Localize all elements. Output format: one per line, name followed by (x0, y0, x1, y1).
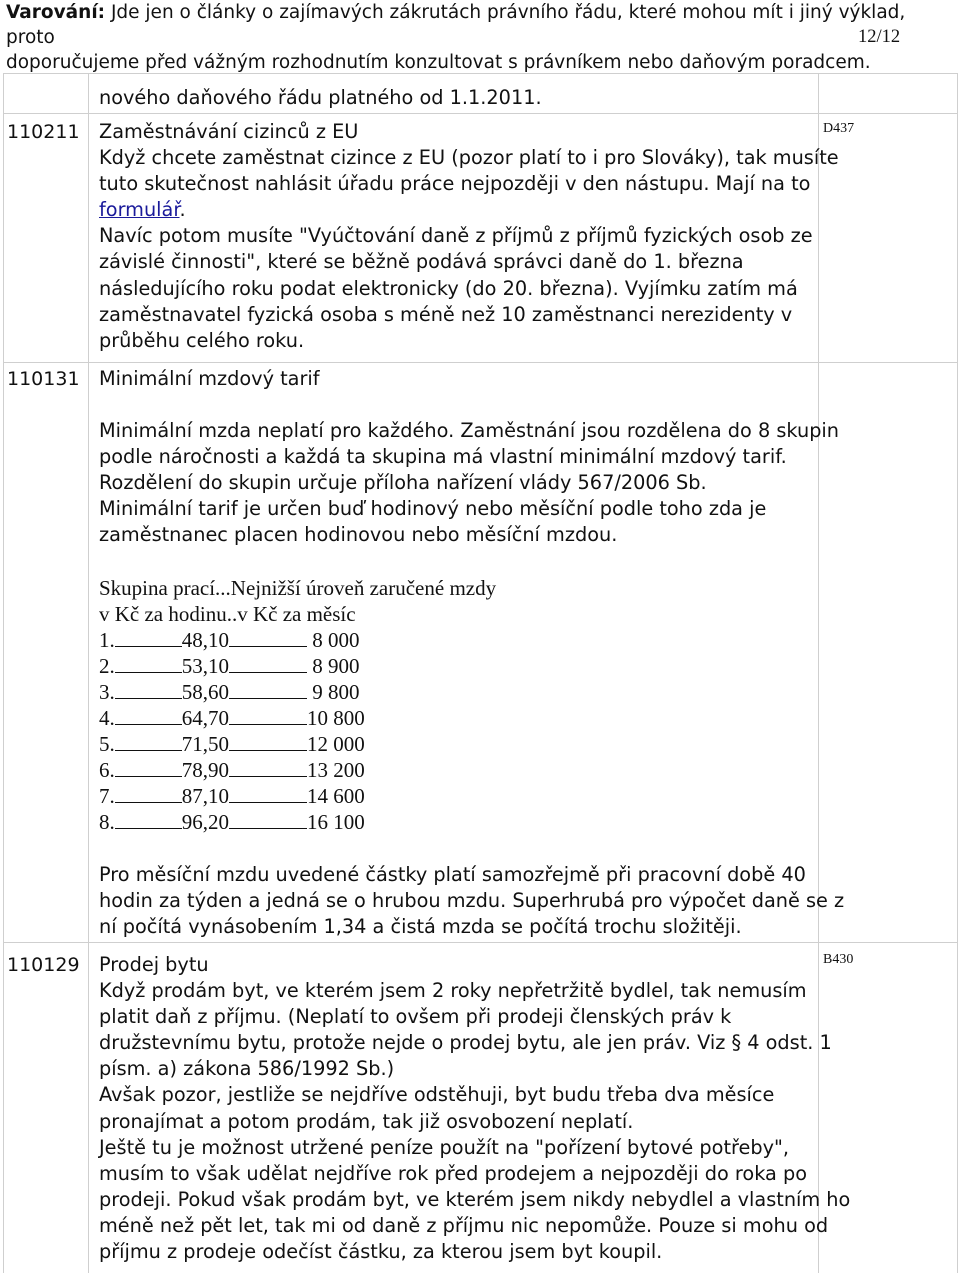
wage-row (99, 783, 819, 809)
table-right-border (957, 73, 958, 1273)
wage-monthly: 8 900 (307, 654, 360, 678)
wage-rows (99, 627, 819, 835)
fill-line (229, 706, 307, 725)
page-number: 12/12 (858, 27, 901, 47)
paragraph-line: pronajímat a potom prodám, tak již osvobození neplatí. (99, 1109, 634, 1133)
fill-line (229, 732, 307, 751)
paragraph-line: platit daň z příjmu. (Neplatí to ovšem při prodeji členských práv k (99, 1005, 732, 1029)
wage-row (99, 653, 819, 679)
wage-hourly: 87,10 (181, 784, 229, 808)
row-title: Minimální mzdový tarif (99, 367, 320, 390)
min-wage-intro (99, 418, 840, 548)
wage-monthly: 13 200 (307, 758, 365, 782)
wage-monthly: 16 100 (307, 810, 365, 834)
paragraph-line: příjmu z prodeje odečíst částku, za kterou jsem byt koupil. (99, 1240, 663, 1264)
wage-group: 5. (99, 732, 115, 756)
paragraph-line: Minimální mzda neplatí pro každého. Zaměstnání jsou rozdělena do 8 skupin (99, 419, 840, 442)
row-title: Prodej bytu (99, 953, 209, 976)
fill-line (229, 654, 307, 673)
row-divider (3, 942, 957, 943)
paragraph-line: musím to však udělat nejdříve rok před prodejem a nejpozději do roka po (99, 1161, 808, 1185)
paragraph-line: průběhu celého roku. (99, 328, 305, 352)
table-id-divider (88, 73, 89, 1273)
warning-text-line2: doporučujeme před vážným rozhodnutím konzultovat s právníkem nebo daňovým poradcem. (6, 52, 871, 73)
paragraph-line: Když prodám byt, ve kterém jsem 2 roky nepřetržitě bydlel, tak nemusím (99, 979, 807, 1003)
wage-table (99, 575, 819, 835)
wage-group: 1. (99, 628, 115, 652)
wage-group: 2. (99, 654, 115, 678)
wage-group: 8. (99, 810, 115, 834)
paragraph-line: Avšak pozor, jestliže se nejdříve odstěhuji, byt budu třeba dva měsíce (99, 1083, 775, 1107)
row-ref-110129: B430 (823, 952, 854, 967)
fill-line (229, 680, 307, 699)
paragraph-line: zaměstnavatel fyzická osoba s méně než 10 zaměstnanci nerezidenty v (99, 302, 793, 326)
wage-monthly: 10 800 (307, 706, 365, 730)
paragraph-line: Navíc potom musíte "Vyúčtování daně z příjmů z příjmů fyzických osob ze (99, 224, 813, 248)
paragraph-line: Rozdělení do skupin určuje příloha nařízení vlády 567/2006 Sb. (99, 471, 707, 495)
wage-hourly: 58,60 (181, 680, 229, 704)
warning-label: Varování: (6, 2, 106, 23)
fill-line (115, 706, 182, 725)
paragraph-line: závislé činnosti", které se běžně podává správci daně do 1. března (99, 250, 744, 274)
wage-row (99, 731, 819, 757)
paragraph-line: družstevnímu bytu, protože nejde o prodej bytu, ale jen práv. Viz § 4 odst. 1 (99, 1031, 832, 1055)
row-divider (3, 113, 957, 114)
wage-monthly: 8 000 (307, 628, 360, 652)
continued-text: nového daňového řádu platného od 1.1.2011. (99, 86, 542, 109)
wage-table-header: Skupina prací...Nejnižší úroveň zaručené mzdy (99, 576, 497, 600)
warning-header (6, 0, 956, 75)
paragraph-line: hodin za týden a jedná se o hrubou mzdu. Superhrubá pro výpočet daně se z (99, 889, 845, 913)
wage-row (99, 757, 819, 783)
fill-line (115, 784, 182, 803)
wage-row (99, 627, 819, 653)
min-wage-note (99, 862, 845, 940)
wage-row (99, 809, 819, 835)
row-title: Zaměstnávání cizinců z EU (99, 120, 359, 143)
wage-hourly: 78,90 (181, 758, 229, 782)
wage-group: 7. (99, 784, 115, 808)
fill-line (229, 628, 307, 647)
fill-line (229, 810, 307, 829)
wage-table-subheader: v Kč za hodinu..v Kč za měsíc (99, 602, 356, 626)
paragraph-line: ní počítá vynásobením 1,34 a čistá mzda se počítá trochu složitěji. (99, 915, 742, 939)
paragraph-line: prodeji. Pokud však prodám byt, ve kterém jsem nikdy nebydlel a vlastním ho (99, 1187, 851, 1211)
continued-row-text (99, 85, 819, 111)
fill-line (229, 758, 307, 777)
wage-hourly: 71,50 (181, 732, 229, 756)
row-id-110211: 110211 (7, 121, 80, 143)
wage-hourly: 48,10 (181, 628, 229, 652)
row-id-110131: 110131 (7, 368, 80, 390)
paragraph-line: následujícího roku podat elektronicky (do 20. března). Vyjímku zatím má (99, 276, 798, 300)
paragraph-line: Ještě tu je možnost utržené peníze použít na "pořízení bytové potřeby", (99, 1135, 790, 1159)
fill-line (115, 810, 182, 829)
paragraph-line: písm. a) zákona 586/1992 Sb.) (99, 1057, 395, 1081)
wage-group: 6. (99, 758, 115, 782)
wage-row (99, 679, 819, 705)
wage-hourly: 96,20 (181, 810, 229, 834)
wage-group: 3. (99, 680, 115, 704)
fill-line (229, 784, 307, 803)
paragraph-line (99, 197, 819, 223)
wage-monthly: 9 800 (307, 680, 360, 704)
table-top-border (3, 73, 957, 74)
row-id-110129: 110129 (7, 954, 80, 976)
paragraph-line: tuto skutečnost nahlásit úřadu práce nejpozději v den nástupu. Mají na to (99, 172, 811, 196)
paragraph-line: méně než pět let, tak mi od daně z příjmu nic nepomůže. Pouze si mohu od (99, 1213, 829, 1237)
table-left-border (3, 73, 4, 1273)
paragraph-line: Pro měsíční mzdu uvedené částky platí samozřejmě při pracovní době 40 (99, 863, 806, 886)
warning-text-line1: Jde jen o články o zajímavých zákrutách právního řádu, které mohou mít i jiný výklad, proto (6, 2, 906, 48)
paragraph-line: zaměstnanec placen hodinovou nebo měsíční mzdou. (99, 523, 618, 547)
wage-hourly: 53,10 (181, 654, 229, 678)
paragraph-line: Když chcete zaměstnat cizince z EU (pozor platí to i pro Slováky), tak musíte (99, 146, 839, 170)
link-trailing-period: . (179, 198, 186, 222)
row-ref-110211: D437 (823, 121, 855, 136)
wage-row (99, 705, 819, 731)
row-divider (3, 362, 957, 363)
wage-monthly: 12 000 (307, 732, 365, 756)
paragraph-line: podle náročnosti a každá ta skupina má vlastní minimální mzdový tarif. (99, 445, 787, 469)
wage-group: 4. (99, 706, 115, 730)
wage-monthly: 14 600 (307, 784, 365, 808)
fill-line (115, 758, 182, 777)
row-content-110131 (99, 366, 819, 392)
fill-line (115, 654, 182, 673)
form-link[interactable]: formulář (99, 198, 180, 222)
fill-line (115, 680, 182, 699)
paragraph-line: Minimální tarif je určen buď hodinový nebo měsíční podle toho zda je (99, 497, 767, 521)
wage-hourly: 64,70 (181, 706, 229, 730)
fill-line (115, 732, 182, 751)
fill-line (115, 628, 182, 647)
